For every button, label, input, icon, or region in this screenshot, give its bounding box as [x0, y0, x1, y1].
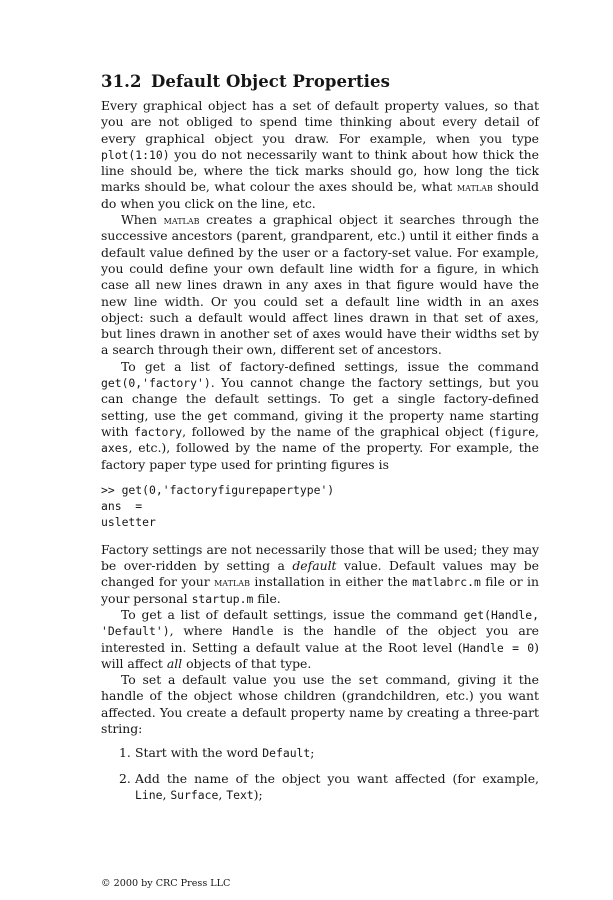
- paragraph-2: When matlab creates a graphical object it searches through the successive ancestors (parent, grandparent, etc.) until it either finds a default value defined by the user or a factory-set value. For example, you could define your own default line width for a figure, in which case all new lines drawn in any axes in that figure would have the new line width. Or you could set a default line width in an axes object: such a default would affect lines drawn in that set of axes, but lines drawn in another set of axes would have their widths set by a search through their own, different set of ancestors.: [101, 212, 540, 358]
- inline-code: factory: [134, 424, 183, 439]
- inline-code: plot(1:10): [101, 147, 170, 162]
- inline-code: Surface: [170, 787, 219, 802]
- inline-code: get(0,'factory'): [101, 376, 211, 391]
- inline-code: set: [358, 673, 379, 688]
- matlab-smallcaps: matlab: [214, 575, 250, 590]
- paragraph-6: To set a default value you use the set command, giving it the handle of the object whose children (grandchildren, etc.) you want affected. You create a default property name by creating a three-part string:: [101, 672, 539, 736]
- list-marker: 1.: [119, 745, 131, 761]
- list-item: 2. Add the name of the object you want affected (for example, Line, Surface, Text);: [119, 770, 539, 802]
- matlab-smallcaps: matlab: [456, 180, 493, 195]
- section-title: Default Object Properties: [151, 72, 391, 91]
- copyright-footer: © 2000 by CRC Press LLC: [101, 878, 231, 889]
- emphasis: all: [166, 655, 183, 671]
- code-line: >> get(0,'factoryfigurepapertype'): [101, 482, 335, 497]
- inline-code: matlabrc.m: [412, 575, 481, 590]
- paragraph-4: Factory settings are not necessarily those that will be used; they may be over-ridden by setting a default value. Default values may be changed for your matlab installation in either the matlabrc.m file or in your personal startup.m file.: [101, 541, 539, 606]
- inline-code: get: [207, 408, 228, 423]
- inline-code: Handle = 0: [462, 640, 535, 655]
- section-heading: [101, 72, 539, 92]
- code-line: usletter: [101, 515, 156, 530]
- inline-code: Line: [135, 787, 163, 802]
- inline-code: Text: [226, 787, 254, 802]
- paragraph-5: To get a list of default settings, issue the command get(Handle, 'Default'), where Handle is the handle of the object you are interested in. Setting a default value at the Root level (Handle = 0) will affect all objects of that type.: [101, 606, 540, 671]
- code-block: [101, 482, 539, 531]
- inline-code: axes: [101, 441, 129, 456]
- inline-code: Handle: [232, 624, 274, 639]
- inline-code: Default: [262, 746, 311, 761]
- section-number: 31.2: [101, 72, 142, 91]
- inline-code: get(Handle, 'Default'): [101, 607, 539, 639]
- list-marker: 2.: [119, 770, 131, 786]
- inline-code: startup.m: [191, 591, 254, 606]
- code-line: ans =: [101, 499, 143, 514]
- paragraph-1: Every graphical object has a set of default property values, so that you are not obliged to spend time thinking about every detail of every graphical object you draw. For example, when you type plot(1:10) you do not necessarily want to think about how thick the line should be, where the tick marks should go, how long the tick marks should be, what colour the axes should be, what matlab should do when you click on the line, etc.: [101, 98, 539, 211]
- list-item: 1. Start with the word Default;: [119, 745, 315, 761]
- matlab-smallcaps: matlab: [163, 213, 200, 228]
- emphasis: default: [292, 558, 337, 574]
- paragraph-3: To get a list of factory-defined settings, issue the command get(0,'factory'). You cannot change the factory settings, but you can change the default settings. To get a single factory-defined setting, use the get command, giving it the property name starting with factory, followed by the name of the graphical object (figure, axes, etc.), followed by the name of the property. For example, the factory paper type used for printing figures is: [101, 358, 539, 472]
- page-body: [101, 72, 539, 812]
- numbered-list: [101, 745, 539, 803]
- inline-code: figure: [493, 424, 536, 439]
